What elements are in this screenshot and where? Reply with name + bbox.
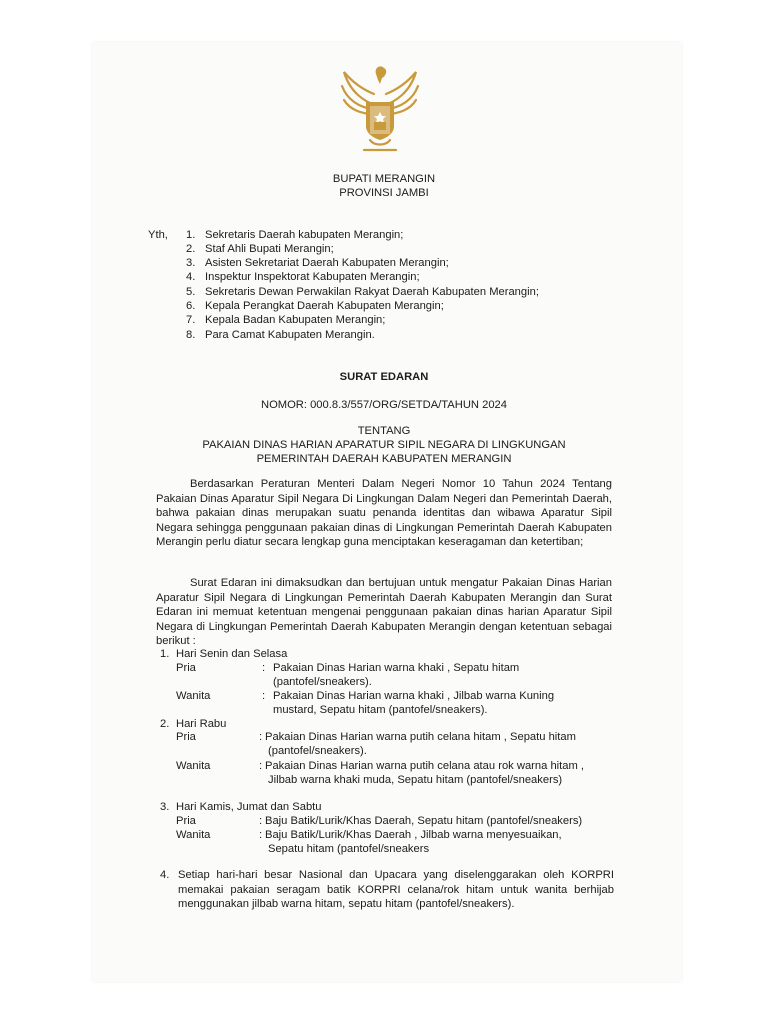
list-item-number: 7.: [186, 314, 196, 326]
subject-line-1: PAKAIAN DINAS HARIAN APARATUR SIPIL NEGARA DI LINGKUNGAN: [202, 439, 566, 451]
rule-text: Pakaian Dinas Harian warna khaki , Jilbab warna Kuning: [273, 690, 555, 702]
rule-text: Baju Batik/Lurik/Khas Daerah, Sepatu hitam (pantofel/sneakers): [265, 815, 583, 827]
list-item: Inspektur Inspektorat Kabupaten Merangin;: [205, 271, 420, 283]
rule-text: Baju Batik/Lurik/Khas Daerah , Jilbab warna menyesuaikan,: [265, 829, 562, 841]
paragraph-1: Berdasarkan Peraturan Menteri Dalam Negeri Nomor 10 Tahun 2024 Tentang Pakaian Dinas Aparatur Sipil Negara Di Lingkungan Dalam Negeri dan Pemerintah Daerah, bahwa pakaian dinas merupakan suatu penanda identitas dan wibawa Aparatur Sipil Negara sehingga penggunaan pakaian dinas di Lingkungan Pemerintah Daerah Kabupaten Merangin perlu diatur secara lengkap guna menciptakan keseragaman dan ketertiban;: [156, 478, 612, 549]
rule-day-title: Hari Rabu: [176, 718, 227, 730]
rule-text: Pakaian Dinas Harian warna putih celana hitam , Sepatu hitam: [265, 731, 576, 743]
list-item: Kepala Badan Kabupaten Merangin;: [205, 314, 386, 326]
rule-number: 1.: [160, 648, 170, 660]
label-pria: Pria: [176, 731, 196, 743]
list-item-number: 5.: [186, 286, 196, 298]
subject-line-2: PEMERINTAH DAERAH KABUPATEN MERANGIN: [256, 453, 512, 465]
rule-text: (pantofel/sneakers).: [268, 745, 367, 757]
list-item-number: 1.: [186, 229, 196, 241]
rule-text: mustard, Sepatu hitam (pantofel/sneakers).: [273, 704, 488, 716]
separator: :: [262, 690, 266, 702]
label-pria: Pria: [176, 815, 196, 827]
list-item: Para Camat Kabupaten Merangin.: [205, 329, 375, 341]
label-wanita: Wanita: [176, 829, 211, 841]
separator: :: [259, 815, 263, 827]
rule-text: Jilbab warna khaki muda, Sepatu hitam (pantofel/sneakers): [268, 774, 563, 786]
label-wanita: Wanita: [176, 690, 211, 702]
letter-number: NOMOR: 000.8.3/557/ORG/SETDA/TAHUN 2024: [260, 399, 507, 411]
recipient-prefix: Yth,: [148, 229, 168, 241]
list-item-number: 2.: [186, 243, 196, 255]
rule-4-text: Setiap hari-hari besar Nasional dan Upacara yang diselenggarakan oleh KORPRI memakai pakaian seragam batik KORPRI celana/rok hitam untuk wanita berhijab menggunakan jilbab warna hitam, sepatu hitam (pantofel/sneakers).: [178, 869, 614, 911]
garuda-emblem-logo: [334, 62, 426, 158]
separator: :: [259, 829, 263, 841]
list-item-number: 3.: [186, 257, 196, 269]
separator: :: [259, 760, 263, 772]
office-title: BUPATI MERANGIN: [332, 173, 436, 185]
list-item-number: 6.: [186, 300, 196, 312]
letter-type-title: SURAT EDARAN: [339, 371, 429, 383]
label-wanita: Wanita: [176, 760, 211, 772]
list-item: Kepala Perangkat Daerah Kabupaten Merangin;: [205, 300, 444, 312]
province-title: PROVINSI JAMBI: [339, 187, 429, 199]
rule-text: Sepatu hitam (pantofel/sneakers: [268, 843, 430, 855]
rule-day-title: Hari Kamis, Jumat dan Sabtu: [176, 801, 322, 813]
separator: :: [262, 662, 266, 674]
rule-number: 3.: [160, 801, 170, 813]
list-item: Sekretaris Dewan Perwakilan Rakyat Daerah Kabupaten Merangin;: [205, 286, 539, 298]
list-item-number: 4.: [186, 271, 196, 283]
paragraph-2: Surat Edaran ini dimaksudkan dan bertujuan untuk mengatur Pakaian Dinas Harian Aparatur Sipil Negara di Lingkungan Pemerintah Daerah Kabupaten Merangin dan Surat Edaran ini memuat ketentuan mengenai penggunaan pakaian dinas harian Aparatur Sipil Negara di Lingkungan Pemerintah Daerah Kabupaten Merangin dengan ketentuan sebagai berikut :: [156, 577, 612, 648]
list-item: Sekretaris Daerah kabupaten Merangin;: [205, 229, 404, 241]
list-item: Staf Ahli Bupati Merangin;: [205, 243, 334, 255]
rule-day-title: Hari Senin dan Selasa: [176, 648, 288, 660]
rule-text: Pakaian Dinas Harian warna putih celana atau rok warna hitam ,: [265, 760, 585, 772]
label-pria: Pria: [176, 662, 196, 674]
rule-text: Pakaian Dinas Harian warna khaki , Sepatu hitam: [273, 662, 520, 674]
rule-text: (pantofel/sneakers).: [273, 676, 372, 688]
separator: :: [259, 731, 263, 743]
about-heading: TENTANG: [357, 425, 411, 437]
rule-number: 2.: [160, 718, 170, 730]
rule-number: 4.: [160, 869, 170, 881]
list-item: Asisten Sekretariat Daerah Kabupaten Merangin;: [205, 257, 449, 269]
list-item-number: 8.: [186, 329, 196, 341]
